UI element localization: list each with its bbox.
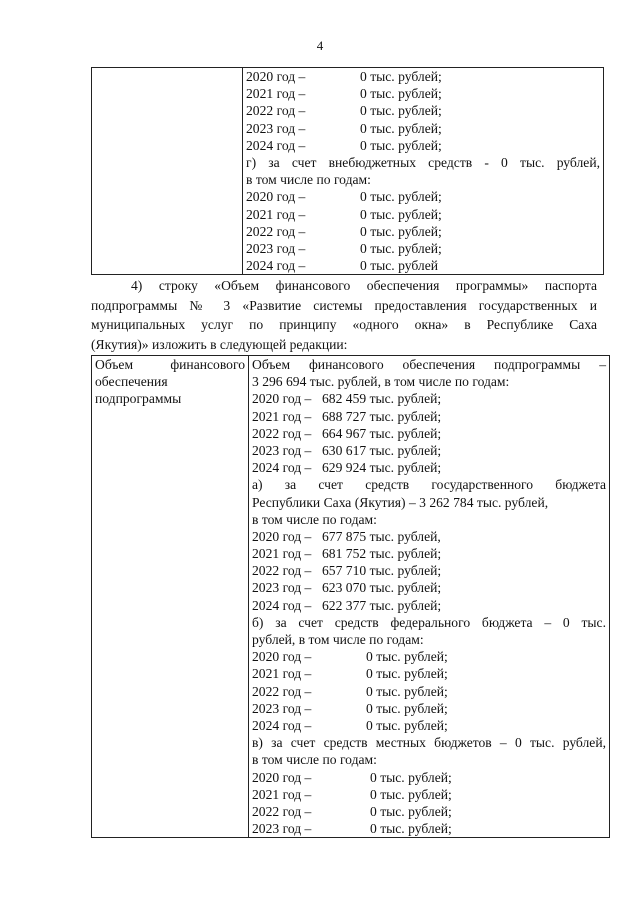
paragraph-line: (Якутия)» изложить в следующей редакции: bbox=[91, 336, 348, 352]
year-row: 2021 год – 681 752 тыс. рублей; bbox=[252, 546, 442, 562]
funding-table-continued bbox=[91, 67, 604, 275]
year-row: 2023 год – 0 тыс. рублей; bbox=[252, 700, 448, 716]
year-row: 2024 год – 622 377 тыс. рублей; bbox=[252, 597, 442, 613]
year-row: 2024 год – 629 924 тыс. рублей; bbox=[252, 460, 442, 476]
section-heading: а) за счет средств государственного бюджета bbox=[252, 477, 606, 493]
year-row: 2023 год – 0 тыс. рублей; bbox=[252, 821, 452, 837]
label-line: Объем финансового bbox=[95, 357, 245, 372]
year-row: 2020 год – 677 875 тыс. рублей, bbox=[252, 528, 441, 544]
year-row: 2020 год – 0 тыс. рублей; bbox=[252, 649, 448, 665]
year-row: 2022 год – 0 тыс. рублей; bbox=[246, 223, 442, 239]
section-heading: г) за счет внебюджетных средств - 0 тыс. рублей, bbox=[246, 154, 600, 170]
year-row: 2022 год – 0 тыс. рублей; bbox=[246, 103, 442, 119]
year-row: 2020 год – 682 459 тыс. рублей; bbox=[252, 391, 442, 407]
year-row: 2021 год – 0 тыс. рублей; bbox=[252, 786, 452, 802]
section-heading: рублей, в том числе по годам: bbox=[252, 632, 424, 647]
empty-label-cell bbox=[92, 68, 243, 275]
section-heading: Республики Саха (Якутия) – 3 262 784 тыс. рублей, bbox=[252, 494, 549, 510]
funding-cell bbox=[243, 68, 604, 275]
year-row: 2021 год – 0 тыс. рублей; bbox=[246, 86, 442, 102]
intro-line: 3 296 694 тыс. рублей, в том числе по годам: bbox=[252, 374, 510, 390]
section-heading: в) за счет средств местных бюджетов – 0 тыс. рублей, bbox=[252, 735, 606, 751]
section-heading: в том числе по годам: bbox=[252, 752, 377, 768]
year-row: 2021 год – 0 тыс. рублей; bbox=[252, 666, 448, 682]
section-heading: в том числе по годам: bbox=[246, 172, 371, 188]
paragraph-line: муниципальных услуг по принципу «одного окна» в Республике Саха bbox=[91, 317, 597, 333]
year-row: 2023 год – 623 070 тыс. рублей; bbox=[252, 580, 442, 596]
label-line: обеспечения bbox=[95, 374, 168, 390]
year-row: 2023 год – 0 тыс. рублей; bbox=[246, 240, 442, 256]
year-row: 2020 год – 0 тыс. рублей; bbox=[246, 189, 442, 205]
year-row: 2022 год – 0 тыс. рублей; bbox=[252, 803, 452, 819]
year-row: 2020 год – 0 тыс. рублей; bbox=[252, 769, 452, 785]
label-cell bbox=[92, 356, 249, 838]
year-row: 2023 год – 630 617 тыс. рублей; bbox=[252, 442, 442, 458]
paragraph-line: подпрограммы № 3 «Развитие системы предоставления государственных и bbox=[91, 297, 597, 313]
subprogram-funding-table bbox=[91, 355, 610, 838]
year-row: 2020 год – 0 тыс. рублей; bbox=[246, 69, 442, 84]
year-row: 2022 год – 657 710 тыс. рублей; bbox=[252, 563, 442, 579]
paragraph-line: 4) строку «Объем финансового обеспечения программы» паспорта bbox=[131, 278, 597, 293]
year-row: 2024 год – 0 тыс. рублей bbox=[246, 258, 439, 274]
year-row: 2024 год – 0 тыс. рублей; bbox=[246, 137, 442, 153]
year-row: 2022 год – 0 тыс. рублей; bbox=[252, 683, 448, 699]
section-heading: б) за счет средств федерального бюджета – 0 тыс. bbox=[252, 614, 606, 630]
year-row: 2022 год – 664 967 тыс. рублей; bbox=[252, 425, 442, 441]
year-row: 2021 год – 0 тыс. рублей; bbox=[246, 206, 442, 222]
funding-cell bbox=[249, 356, 610, 838]
page-number: 4 bbox=[316, 38, 324, 53]
amendment-paragraph bbox=[91, 276, 597, 354]
label-line: подпрограммы bbox=[95, 391, 182, 407]
intro-line: Объем финансового обеспечения подпрограммы – bbox=[252, 357, 606, 372]
year-row: 2023 год – 0 тыс. рублей; bbox=[246, 120, 442, 136]
section-heading: в том числе по годам: bbox=[252, 511, 377, 527]
year-row: 2021 год – 688 727 тыс. рублей; bbox=[252, 408, 442, 424]
year-row: 2024 год – 0 тыс. рублей; bbox=[252, 717, 448, 733]
